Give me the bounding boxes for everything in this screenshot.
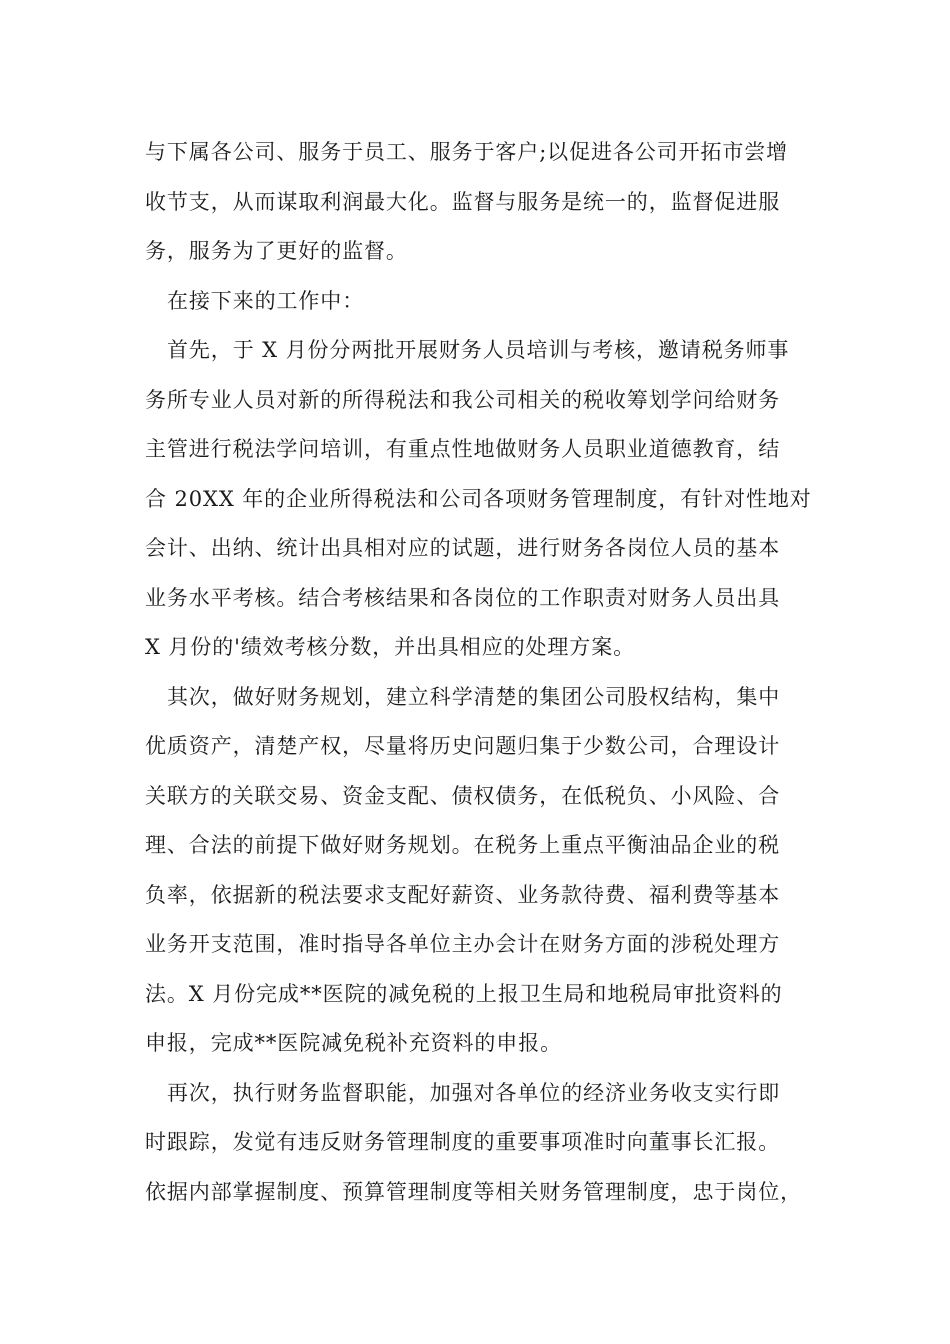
text-line: X 月份的'绩效考核分数，并出具相应的处理方案。 bbox=[145, 635, 635, 659]
text-line: 收节支，从而谋取利润最大化。监督与服务是统一的，监督促进服 bbox=[145, 189, 781, 214]
text-line: 申报，完成**医院减免税补充资料的申报。 bbox=[145, 1031, 562, 1055]
text-line: 依据内部掌握制度、预算管理制度等相关财务管理制度，忠于岗位， bbox=[145, 1179, 802, 1204]
text-line: 业务水平考核。结合考核结果和各岗位的工作职责对财务人员出具 bbox=[145, 585, 781, 610]
text-line: 关联方的关联交易、资金支配、债权债务，在低税负、小风险、合 bbox=[145, 783, 781, 808]
text-line: 主管进行税法学问培训，有重点性地做财务人员职业道德教育，结 bbox=[145, 437, 781, 461]
text-line: 与下属各公司、服务于员工、服务于客户;以促进各公司开拓市尝增 bbox=[145, 140, 789, 164]
text-line: 合 20XX 年的企业所得税法和公司各项财务管理制度，有针对性地对 bbox=[145, 486, 812, 511]
text-line: 时跟踪，发觉有违反财务管理制度的重要事项准时向董事长汇报。 bbox=[145, 1130, 781, 1154]
text-line: 务，服务为了更好的监督。 bbox=[145, 239, 408, 263]
text-line: 法。X 月份完成**医院的减免税的上报卫生局和地税局审批资料的 bbox=[145, 981, 783, 1006]
text-line: 在接下来的工作中： bbox=[167, 288, 365, 313]
text-line: 会计、出纳、统计出具相对应的试题，进行财务各岗位人员的基本 bbox=[145, 536, 781, 560]
document-body bbox=[145, 128, 835, 1217]
text-line: 首先，于 X 月份分两批开展财务人员培训与考核，邀请税务师事 bbox=[167, 338, 790, 362]
text-line: 优质资产，清楚产权，尽量将历史问题归集于少数公司，合理设计 bbox=[145, 734, 781, 758]
text-line: 再次，执行财务监督职能，加强对各单位的经济业务收支实行即 bbox=[167, 1080, 781, 1105]
text-line: 务所专业人员对新的所得税法和我公司相关的税收筹划学问给财务 bbox=[145, 387, 781, 412]
text-line: 其次，做好财务规划，建立科学清楚的集团公司股权结构，集中 bbox=[167, 684, 781, 709]
text-line: 负率，依据新的税法要求支配好薪资、业务款待费、福利费等基本 bbox=[145, 882, 781, 907]
text-line: 理、合法的前提下做好财务规划。在税务上重点平衡油品企业的税 bbox=[145, 833, 781, 857]
text-line: 业务开支范围，准时指导各单位主办会计在财务方面的涉税处理方 bbox=[145, 932, 781, 956]
